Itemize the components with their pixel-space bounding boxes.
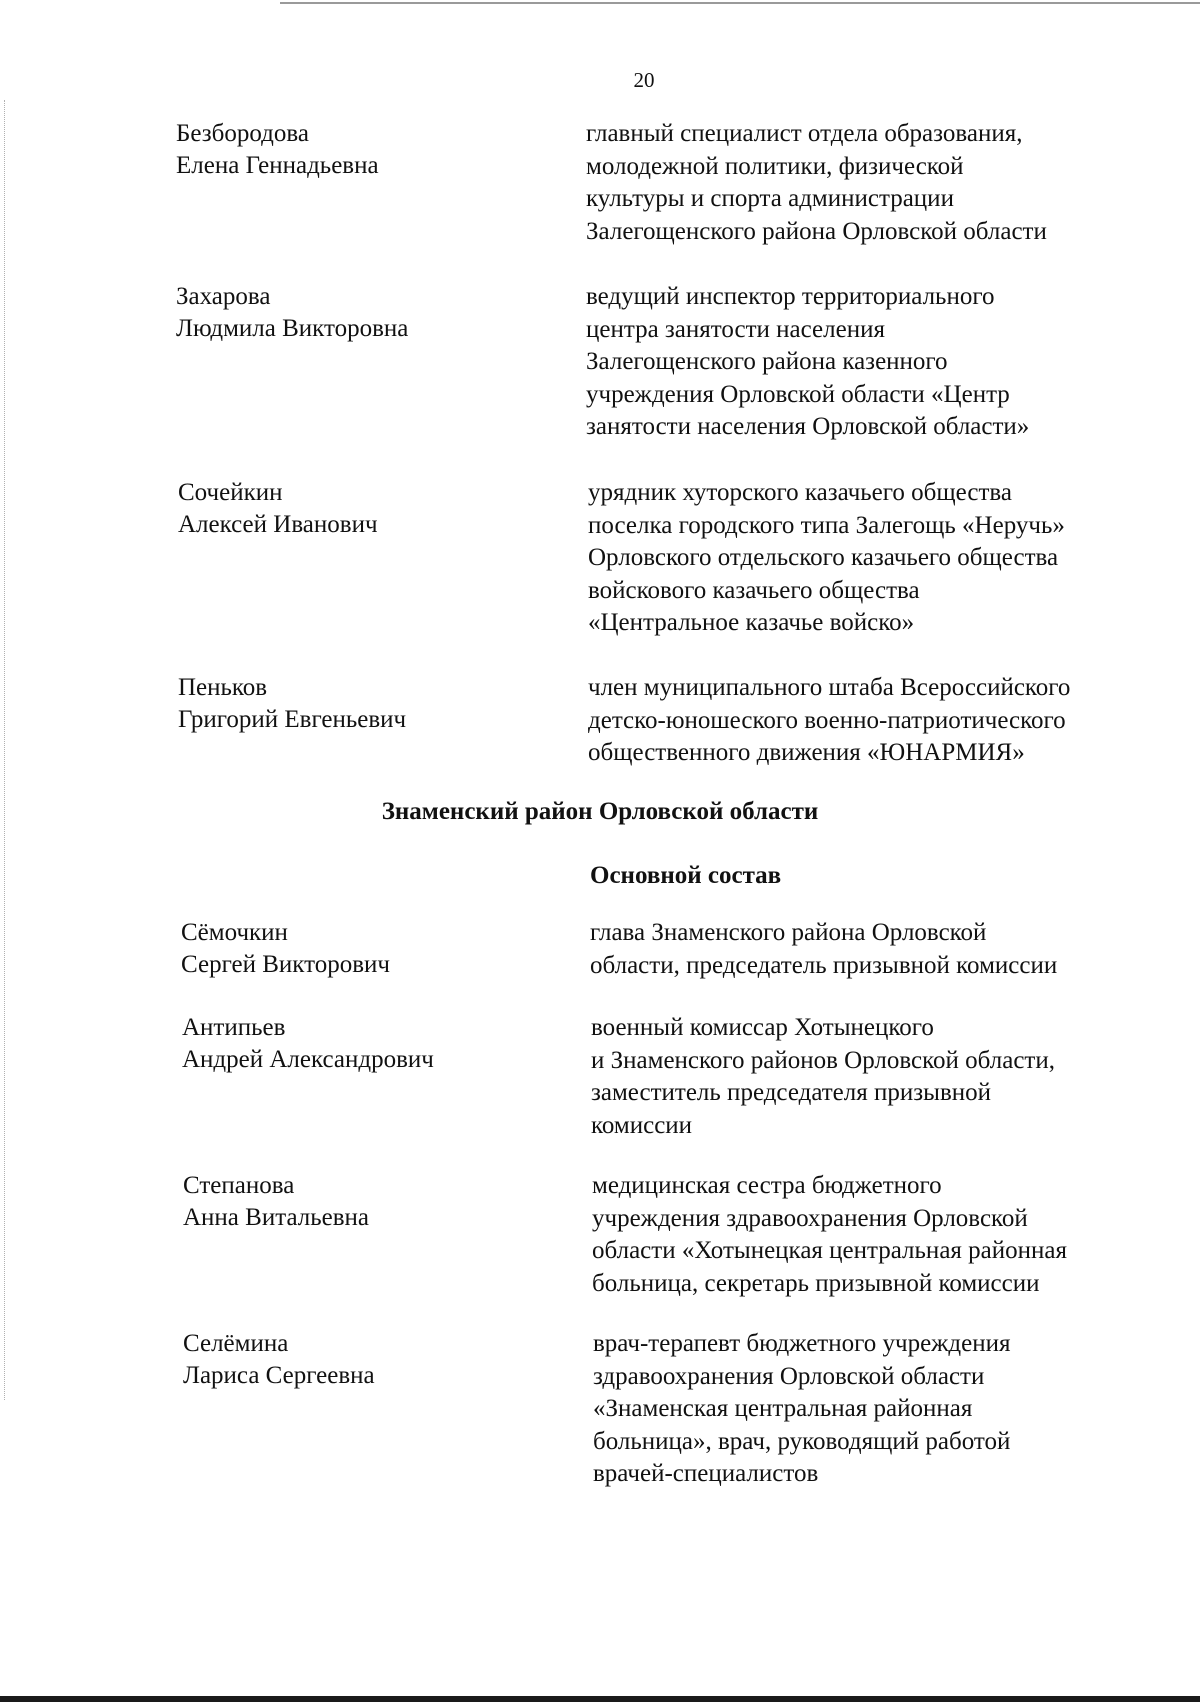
- member-given-names: Лариса Сергеевна: [183, 1362, 375, 1389]
- subsection-heading: Основной состав: [590, 862, 782, 889]
- member-given-names: Анна Витальевна: [183, 1204, 370, 1231]
- member-role: [591, 1012, 1161, 1142]
- role-line: врач-терапевт бюджетного учреждения: [593, 1330, 1011, 1357]
- role-line: больница, секретарь призывной комиссии: [592, 1269, 1040, 1297]
- member-surname: Антипьев: [182, 1014, 286, 1041]
- role-line: больница», врач, руководящий работой: [593, 1427, 1011, 1455]
- role-line: здравоохранения Орловской области: [593, 1362, 985, 1390]
- member-role: [588, 477, 1158, 640]
- role-line: главный специалист отдела образования,: [586, 120, 1023, 147]
- role-line: молодежной политики, физической: [586, 152, 964, 180]
- member-name: [176, 281, 408, 345]
- member-surname: Сочейкин: [178, 479, 283, 506]
- role-line: учреждения Орловской области «Центр: [586, 380, 1010, 408]
- role-line: член муниципального штаба Всероссийского: [588, 674, 1071, 701]
- role-line: поселка городского типа Залегощь «Неручь»: [588, 511, 1065, 539]
- role-line: врачей-специалистов: [593, 1460, 819, 1487]
- member-surname: Захарова: [176, 283, 271, 310]
- scan-margin-noise: [4, 100, 8, 1400]
- role-line: общественного движения «ЮНАРМИЯ»: [588, 739, 1025, 766]
- role-line: войскового казачьего общества: [588, 576, 920, 604]
- role-line: комиссии: [591, 1111, 693, 1139]
- member-role: [593, 1328, 1163, 1491]
- role-line: заместитель председателя призывной: [591, 1079, 991, 1106]
- member-role: [588, 672, 1158, 770]
- role-line: детско-юношеского военно-патриотического: [588, 706, 1066, 734]
- role-line: Залегощенского района Орловской области: [586, 217, 1047, 245]
- member-surname: Сёмочкин: [181, 919, 288, 946]
- member-surname: Степанова: [183, 1172, 295, 1199]
- member-name: [181, 917, 390, 981]
- role-line: урядник хуторского казачьего общества: [588, 479, 1012, 506]
- role-line: медицинская сестра бюджетного: [592, 1172, 942, 1199]
- role-line: и Знаменского районов Орловской области,: [591, 1046, 1055, 1074]
- scan-edge-bottom: [0, 1696, 1200, 1702]
- member-role: [592, 1170, 1162, 1300]
- member-name: [176, 118, 379, 182]
- member-role: [586, 281, 1156, 444]
- role-line: области «Хотынецкая центральная районная: [592, 1237, 1067, 1264]
- role-line: ведущий инспектор территориального: [586, 283, 995, 310]
- member-given-names: Андрей Александрович: [182, 1046, 434, 1073]
- role-line: области, председатель призывной комиссии: [590, 951, 1058, 979]
- role-line: глава Знаменского района Орловской: [590, 919, 987, 946]
- section-heading: Знаменский район Орловской области: [381, 798, 819, 825]
- member-given-names: Людмила Викторовна: [176, 315, 409, 342]
- member-name: [183, 1328, 375, 1392]
- role-line: культуры и спорта администрации: [586, 185, 954, 212]
- member-name: [178, 477, 378, 541]
- page-number: 20: [633, 68, 655, 92]
- role-line: центра занятости населения: [586, 315, 885, 343]
- role-line: занятости населения Орловской области»: [586, 413, 1030, 440]
- member-surname: Селёмина: [183, 1330, 289, 1357]
- member-role: [586, 118, 1156, 248]
- role-line: «Центральное казачье войско»: [588, 609, 915, 636]
- member-given-names: Григорий Евгеньевич: [178, 706, 407, 733]
- member-role: [590, 917, 1160, 982]
- scan-edge-top: [280, 2, 1200, 4]
- role-line: Залегощенского района казенного: [586, 348, 948, 375]
- member-surname: Пеньков: [178, 674, 268, 701]
- member-surname: Безбородова: [176, 120, 309, 147]
- member-name: [182, 1012, 434, 1076]
- role-line: «Знаменская центральная районная: [593, 1395, 973, 1422]
- member-given-names: Алексей Иванович: [178, 511, 378, 538]
- member-given-names: Сергей Викторович: [181, 951, 390, 978]
- member-given-names: Елена Геннадьевна: [176, 152, 379, 179]
- role-line: Орловского отдельского казачьего общества: [588, 544, 1059, 571]
- member-name: [178, 672, 406, 736]
- role-line: учреждения здравоохранения Орловской: [592, 1204, 1028, 1232]
- role-line: военный комиссар Хотынецкого: [591, 1014, 934, 1041]
- member-name: [183, 1170, 369, 1234]
